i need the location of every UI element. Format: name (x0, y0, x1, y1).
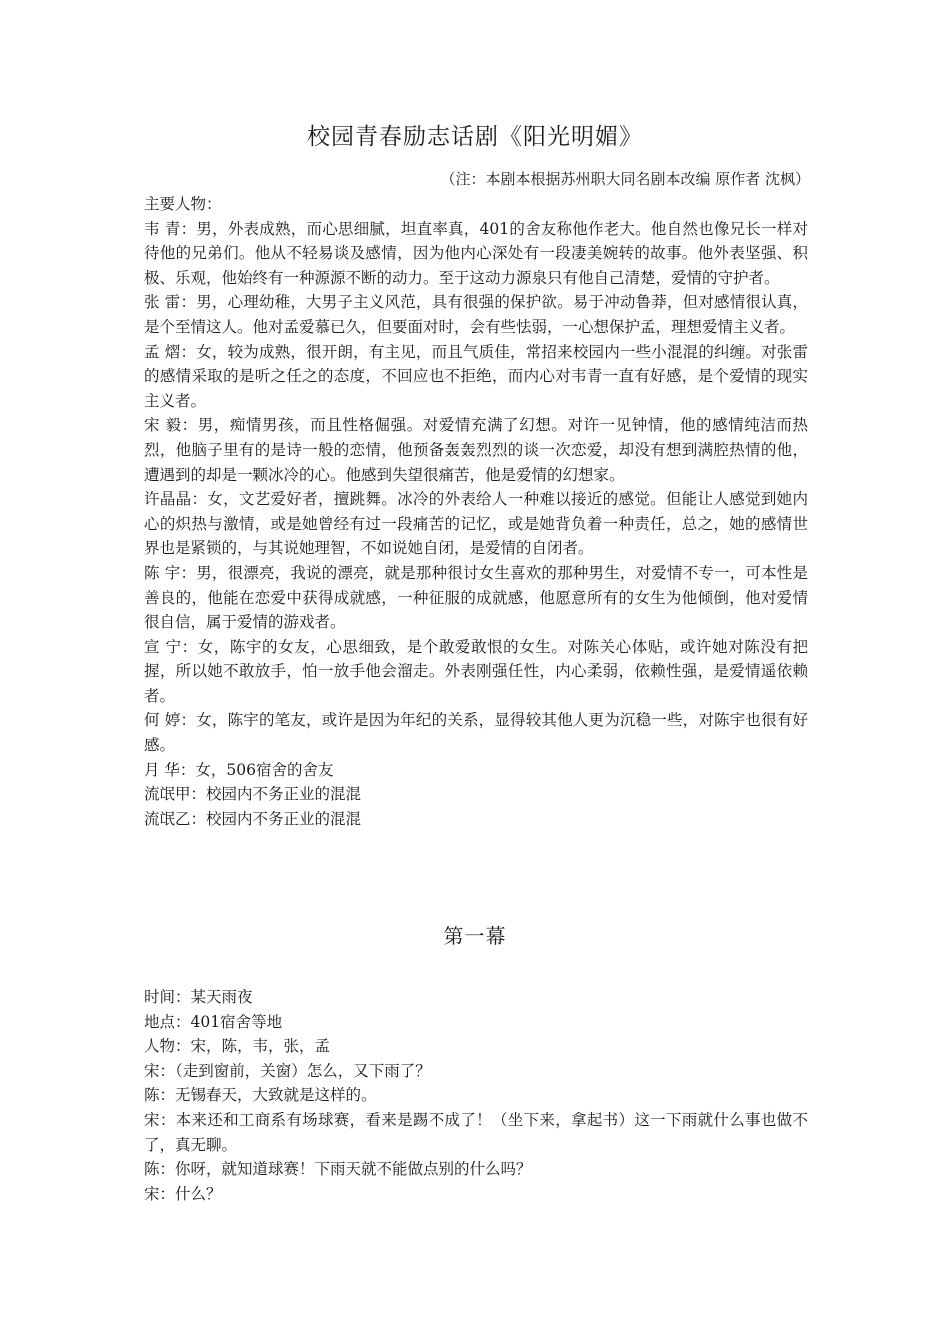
scene-line: 人物：宋，陈，韦，张，孟 (144, 1037, 331, 1056)
character-entry: 宋 毅：男，痴情男孩，而且性格倔强。对爱情充满了幻想。对许一见钟情，他的感情纯洁而热烈，他脑子里有的是诗一般的恋情，他预备轰轰烈烈的谈一次恋爱，却没有想到满腔热情的他，遭遇到的却是一颗冰冷的心。他感到失望很痛苦，他是爱情的幻想家。 (144, 416, 808, 484)
character-entry: 宣 宁：女，陈宇的女友，心思细致，是个敢爱敢恨的女生。对陈关心体贴，或许她对陈没有把握，所以她不敢放手，怕一放手他会溜走。外表刚强任性，内心柔弱，依赖性强，是爱情遥依赖者。 (144, 637, 808, 705)
scene-line: 地点：401宿舍等地 (144, 1012, 283, 1031)
scene-line: 时间：某天雨夜 (144, 988, 253, 1006)
character-entry: 流氓甲：校园内不务正业的混混 (144, 785, 362, 804)
document-title: 校园青春励志话剧《阳光明媚》 (307, 124, 643, 150)
character-entry: 月 华：女，506宿舍的舍友 (144, 760, 334, 779)
character-entry: 张 雷：男，心理幼稚，大男子主义风范，具有很强的保护欲。易于冲动鲁莽，但对感情很认真，是个至情这人。他对孟爱慕已久，但要面对时，会有些怯弱，一心想保护孟，理想爱情主义者。 (144, 293, 808, 336)
scene-section (144, 985, 808, 1206)
dialogue-line: 宋：本来还和工商系有场球赛，看来是踢不成了！（坐下来，拿起书）这一下雨就什么事也做不了，真无聊。 (144, 1110, 808, 1154)
character-entry: 流氓乙：校园内不务正业的混混 (144, 809, 362, 828)
character-entry: 陈 宇：男，很漂亮，我说的漂亮，就是那种很讨女生喜欢的那种男生，对爱情不专一，可本性是善良的，他能在恋爱中获得成就感，一种征服的成就感，他愿意所有的女生为他倾倒，他对爱情很自信，属于爱情的游戏者。 (144, 563, 808, 632)
act-title: 第一幕 (443, 924, 507, 948)
dialogue-line: 陈：你呀，就知道球赛！下雨天就不能做点别的什么吗？ (144, 1160, 532, 1179)
adaptation-note: （注：本剧本根据苏州职大同名剧本改编 原作者 沈枫） (440, 170, 810, 188)
dialogue-line: 宋：（走到窗前，关窗）怎么，又下雨了？ (144, 1061, 431, 1080)
characters-section (144, 192, 808, 831)
character-entry: 孟 熠：女，较为成熟，很开朗，有主见，而且气质佳，常招来校园内一些小混混的纠缠。对张雷的感情采取的是听之任之的态度，不回应也不拒绝，而内心对韦青一直有好感，是个爱情的现实主义者。 (144, 342, 808, 410)
dialogue-line: 宋：什么？ (144, 1184, 222, 1203)
characters-heading: 主要人物： (144, 195, 222, 213)
character-entry: 何 婷：女，陈宇的笔友，或许是因为年纪的关系，显得较其他人更为沉稳一些，对陈宇也很有好感。 (144, 711, 808, 755)
character-entry: 许晶晶：女，文艺爱好者，擅跳舞。冰冷的外表给人一种难以接近的感觉。但能让人感觉到她内心的炽热与激情，或是她曾经有过一段痛苦的记忆，或是她背负着一种责任，总之，她的感情世界也是紧锁的，与其说她理智，不如说她自闭，是爱情的自闭者。 (144, 490, 808, 558)
character-entry: 韦 青：男，外表成熟，而心思细腻，坦直率真，401的舍友称他作老大。他自然也像兄长一样对待他的兄弟们。他从不轻易谈及感情，因为他内心深处有一段凄美婉转的故事。他外表坚强、积极、乐观，他始终有一种源源不断的动力。至于这动力源泉只有他自己清楚，爱情的守护者。 (144, 219, 808, 287)
dialogue-line: 陈：无锡春天，大致就是这样的。 (144, 1086, 377, 1105)
